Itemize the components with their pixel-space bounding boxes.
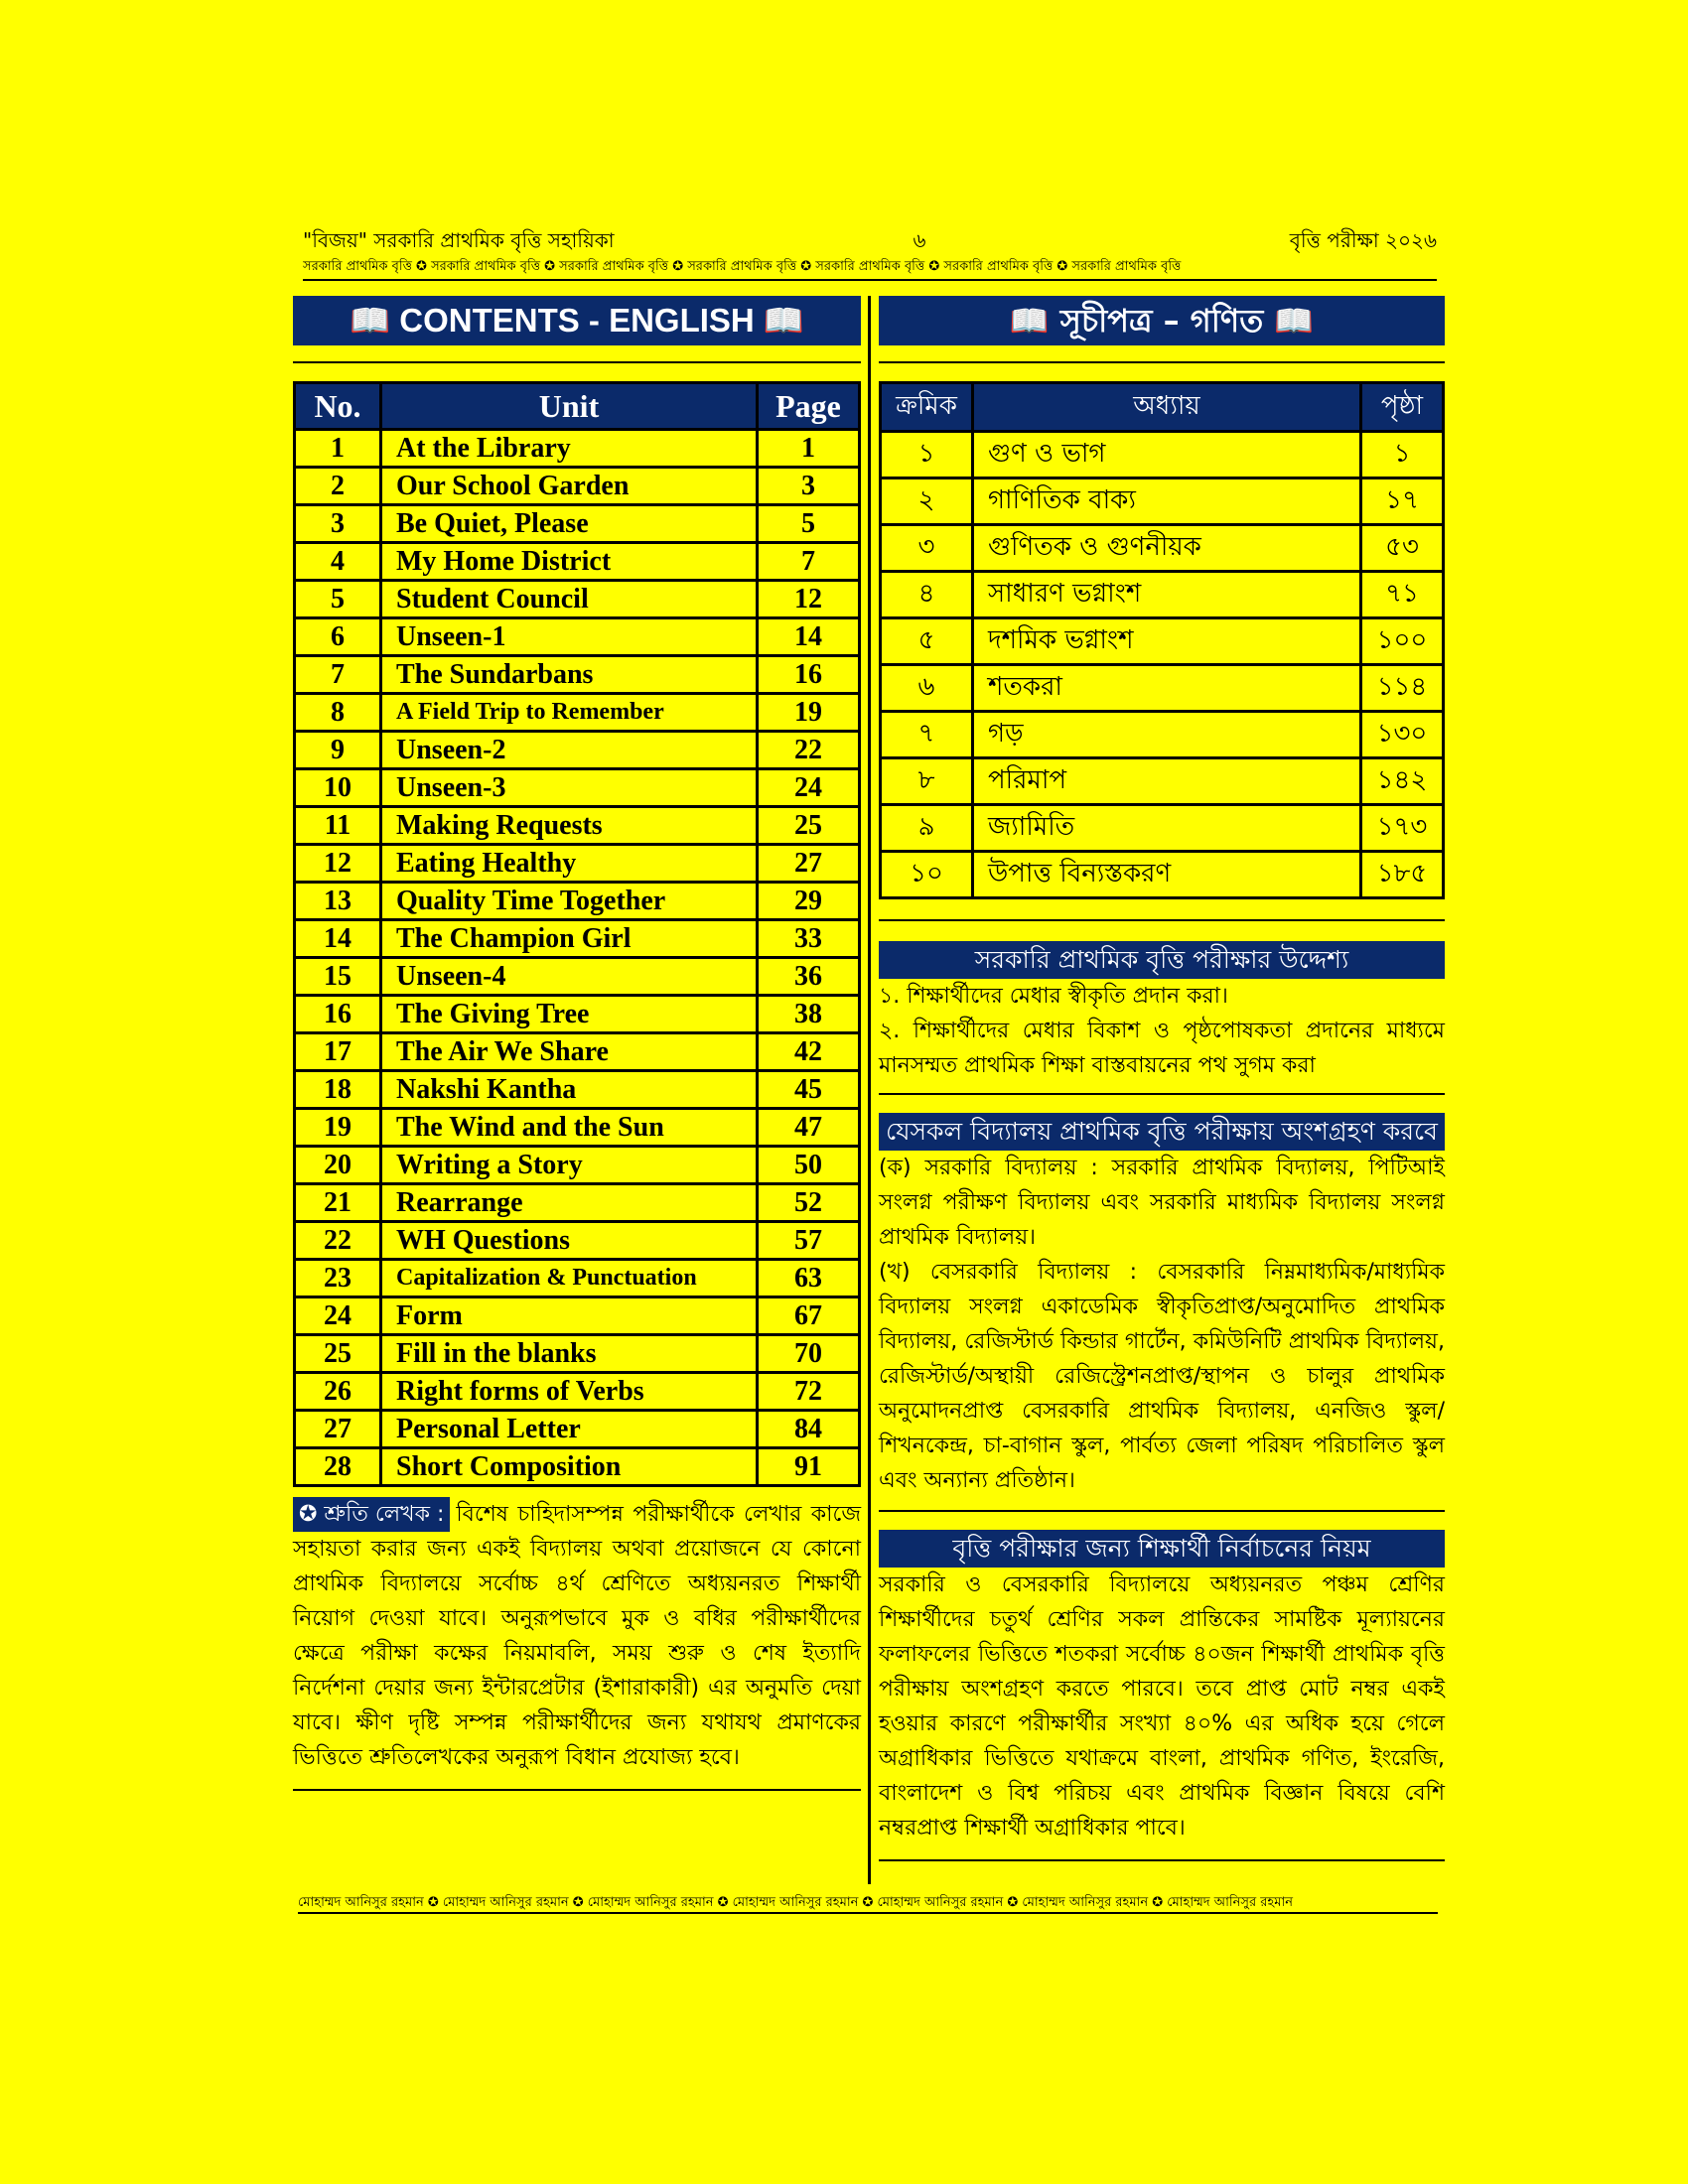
row-page: ৫৩ — [1361, 525, 1444, 572]
row-title: Student Council — [381, 581, 758, 618]
table-row — [295, 543, 860, 581]
schools-govt: (ক) সরকারি বিদ্যালয় : সরকারি প্রাথমিক বিদ্যালয়, পিটিআই সংলগ্ন পরীক্ষণ বিদ্যালয় এবং সরকারি মাধ্যমিক বিদ্যালয় সংলগ্ন প্রাথমিক বিদ্যালয়। — [879, 1156, 1445, 1250]
row-page: 45 — [758, 1071, 860, 1109]
row-page: ১০০ — [1361, 618, 1444, 665]
row-page: 42 — [758, 1033, 860, 1071]
table-row — [881, 572, 1444, 618]
row-title: উপাত্ত বিন্যস্তকরণ — [973, 852, 1361, 898]
row-number: 9 — [295, 732, 381, 769]
row-number: 26 — [295, 1373, 381, 1411]
row-page: 91 — [758, 1448, 860, 1486]
table-row — [295, 769, 860, 807]
row-number: 20 — [295, 1147, 381, 1184]
row-title: Personal Letter — [381, 1411, 758, 1448]
row-page: 5 — [758, 505, 860, 543]
table-row — [295, 430, 860, 468]
row-title: Unseen-2 — [381, 732, 758, 769]
row-title: The Champion Girl — [381, 920, 758, 958]
purpose-item-2: ২. শিক্ষার্থীদের মেধার বিকাশ ও পৃষ্ঠপোষকতা প্রদানের মাধ্যমে মানসম্মত প্রাথমিক শিক্ষা বাস্তবায়নের পথ সুগম করা — [879, 1019, 1445, 1078]
row-page: 36 — [758, 958, 860, 996]
left-column — [293, 296, 861, 1791]
row-number: ৯ — [881, 805, 973, 852]
row-number: 17 — [295, 1033, 381, 1071]
row-title: গুণ ও ভাগ — [973, 432, 1361, 478]
row-page: 38 — [758, 996, 860, 1033]
row-number: 2 — [295, 468, 381, 505]
row-number: 8 — [295, 694, 381, 732]
row-title: Our School Garden — [381, 468, 758, 505]
table-row — [881, 478, 1444, 525]
row-title: সাধারণ ভগ্নাংশ — [973, 572, 1361, 618]
row-number: 4 — [295, 543, 381, 581]
table-row — [295, 618, 860, 656]
table-row — [295, 845, 860, 883]
table-row — [881, 805, 1444, 852]
book-title: "বিজয়" সরকারি প্রাথমিক বৃত্তি সহায়িকা — [303, 228, 615, 252]
row-page: 12 — [758, 581, 860, 618]
row-page: ৭১ — [1361, 572, 1444, 618]
row-page: 84 — [758, 1411, 860, 1448]
table-row — [295, 468, 860, 505]
header-strip: সরকারি প্রাথমিক বৃত্তি ✪ সরকারি প্রাথমিক বৃত্তি ✪ সরকারি প্রাথমিক বৃত্তি ✪ সরকারি প্রাথমিক বৃত্তি ✪ সরকারি প্রাথমিক বৃত্তি ✪ সরকারি প্রাথমিক বৃত্তি ✪ সরকারি প্রাথমিক বৃত্তি — [303, 258, 1437, 281]
table-row — [881, 525, 1444, 572]
col-header-serial: ক্রমিক — [881, 383, 973, 432]
table-row — [295, 656, 860, 694]
row-page: 25 — [758, 807, 860, 845]
row-number: ৫ — [881, 618, 973, 665]
row-number: 7 — [295, 656, 381, 694]
row-page: 50 — [758, 1147, 860, 1184]
row-title: গুণিতক ও গুণনীয়ক — [973, 525, 1361, 572]
english-contents-banner: 📖 CONTENTS - ENGLISH 📖 — [293, 296, 861, 345]
row-number: 27 — [295, 1411, 381, 1448]
row-page: 24 — [758, 769, 860, 807]
row-number: 13 — [295, 883, 381, 920]
row-page: 47 — [758, 1109, 860, 1147]
row-number: 14 — [295, 920, 381, 958]
row-title: Making Requests — [381, 807, 758, 845]
col-header-page: পৃষ্ঠা — [1361, 383, 1444, 432]
row-number: 25 — [295, 1335, 381, 1373]
right-column — [879, 296, 1445, 1861]
row-title: The Sundarbans — [381, 656, 758, 694]
scribe-paragraph — [293, 1497, 861, 1775]
selection-banner: বৃত্তি পরীক্ষার জন্য শিক্ষার্থী নির্বাচনের নিয়ম — [879, 1530, 1445, 1568]
row-title: A Field Trip to Remember — [381, 694, 758, 732]
page-footer: মোহাম্মদ আনিসুর রহমান ✪ মোহাম্মদ আনিসুর রহমান ✪ মোহাম্মদ আনিসুর রহমান ✪ মোহাম্মদ আনিসুর রহমান ✪ মোহাম্মদ আনিসুর রহমান ✪ মোহাম্মদ আনিসুর রহমান ✪ মোহাম্মদ আনিসুর রহমান — [298, 1894, 1438, 1914]
row-page: 19 — [758, 694, 860, 732]
row-title: The Giving Tree — [381, 996, 758, 1033]
purpose-banner: সরকারি প্রাথমিক বৃত্তি পরীক্ষার উদ্দেশ্য — [879, 941, 1445, 979]
table-row — [295, 807, 860, 845]
table-row — [295, 1184, 860, 1222]
table-row — [881, 852, 1444, 898]
row-title: পরিমাপ — [973, 758, 1361, 805]
row-page: 3 — [758, 468, 860, 505]
row-number: 21 — [295, 1184, 381, 1222]
row-page: 22 — [758, 732, 860, 769]
row-number: ৭ — [881, 712, 973, 758]
table-row — [295, 1335, 860, 1373]
row-number: 18 — [295, 1071, 381, 1109]
row-title: My Home District — [381, 543, 758, 581]
table-header-row — [881, 383, 1444, 432]
col-header-page: Page — [758, 383, 860, 430]
table-row — [295, 1297, 860, 1335]
exam-title: বৃত্তি পরীক্ষা ২০২৬ — [1289, 228, 1437, 252]
row-number: 1 — [295, 430, 381, 468]
schools-private: (খ) বেসরকারি বিদ্যালয় : বেসরকারি নিম্নমাধ্যমিক/মাধ্যমিক বিদ্যালয় সংলগ্ন একাডেমিক স্বীকৃতিপ্রাপ্ত/অনুমোদিত প্রাথমিক বিদ্যালয়, রেজিস্টার্ড কিন্ডার গার্টেন, কমিউনিটি প্রাথমিক বিদ্যালয়, রেজিস্টার্ড/অস্থায়ী রেজিস্ট্রেশনপ্রাপ্ত/স্থাপন ও চালুর প্রাথমিক অনুমোদনপ্রাপ্ত বেসরকারি প্রাথমিক বিদ্যালয়, এনজিও স্কুল/শিখনকেন্দ্র, চা-বাগান স্কুল, পার্বত্য জেলা পরিষদ পরিচালিত স্কুল এবং অন্যান্য প্রতিষ্ঠান। — [879, 1260, 1445, 1493]
table-row — [881, 618, 1444, 665]
page-number: ৬ — [913, 228, 926, 252]
row-number: ৩ — [881, 525, 973, 572]
table-row — [881, 712, 1444, 758]
table-row — [295, 1147, 860, 1184]
row-number: ৪ — [881, 572, 973, 618]
row-page: 29 — [758, 883, 860, 920]
table-row — [295, 581, 860, 618]
row-number: 6 — [295, 618, 381, 656]
row-page: ১৭৩ — [1361, 805, 1444, 852]
row-title: The Wind and the Sun — [381, 1109, 758, 1147]
table-row — [295, 883, 860, 920]
row-page: ১৪২ — [1361, 758, 1444, 805]
divider-line — [879, 1093, 1445, 1095]
row-page: 16 — [758, 656, 860, 694]
selection-text: সরকারি ও বেসরকারি বিদ্যালয়ে অধ্যয়নরত পঞ্চম শ্রেণির শিক্ষার্থীদের চতুর্থ শ্রেণির সকল প্রান্তিকের সামষ্টিক মূল্যায়নের ফলাফলের ভিত্তিতে শতকরা সর্বোচ্চ ৪০জন শিক্ষার্থী প্রাথমিক বৃত্তি পরীক্ষায় অংশগ্রহণ করতে পারবে। তবে প্রাপ্ত মোট নম্বর একই হওয়ার কারণে পরীক্ষার্থীর সংখ্যা ৪০% এর অধিক হয়ে গেলে অগ্রাধিকার ভিত্তিতে যথাক্রমে বাংলা, প্রাথমিক গণিত, ইংরেজি, বাংলাদেশ ও বিশ্ব পরিচয় এবং প্রাথমিক বিজ্ঞান বিষয়ে বেশি নম্বরপ্রাপ্ত শিক্ষার্থী অগ্রাধিকার পাবে। — [879, 1572, 1445, 1841]
row-number: 3 — [295, 505, 381, 543]
page-header — [303, 228, 1437, 281]
table-row — [295, 996, 860, 1033]
row-number: ২ — [881, 478, 973, 525]
row-title: Unseen-3 — [381, 769, 758, 807]
row-title: গড় — [973, 712, 1361, 758]
row-title: Quality Time Together — [381, 883, 758, 920]
table-row — [295, 1373, 860, 1411]
table-row — [295, 1411, 860, 1448]
table-row — [295, 920, 860, 958]
row-title: Unseen-1 — [381, 618, 758, 656]
row-title: গাণিতিক বাক্য — [973, 478, 1361, 525]
divider-line — [879, 361, 1445, 363]
col-header-unit: Unit — [381, 383, 758, 430]
table-row — [881, 758, 1444, 805]
row-number: 10 — [295, 769, 381, 807]
row-title: জ্যামিতি — [973, 805, 1361, 852]
divider-line — [879, 919, 1445, 921]
divider-line — [879, 1859, 1445, 1861]
row-number: 23 — [295, 1260, 381, 1297]
row-page: 1 — [758, 430, 860, 468]
row-title: Short Composition — [381, 1448, 758, 1486]
row-page: 70 — [758, 1335, 860, 1373]
row-title: At the Library — [381, 430, 758, 468]
divider-line — [293, 1789, 861, 1791]
col-header-chapter: অধ্যায় — [973, 383, 1361, 432]
row-number: ৬ — [881, 665, 973, 712]
row-title: শতকরা — [973, 665, 1361, 712]
header-row — [303, 228, 1437, 252]
table-row — [881, 432, 1444, 478]
table-row — [295, 1109, 860, 1147]
column-divider — [868, 296, 871, 1884]
row-title: Fill in the blanks — [381, 1335, 758, 1373]
row-page: 57 — [758, 1222, 860, 1260]
row-number: 16 — [295, 996, 381, 1033]
row-number: 12 — [295, 845, 381, 883]
row-page: 72 — [758, 1373, 860, 1411]
col-header-no: No. — [295, 383, 381, 430]
table-row — [295, 1033, 860, 1071]
row-page: ১৩০ — [1361, 712, 1444, 758]
row-page: 7 — [758, 543, 860, 581]
table-row — [295, 958, 860, 996]
table-row — [295, 1071, 860, 1109]
table-row — [295, 694, 860, 732]
row-title: Writing a Story — [381, 1147, 758, 1184]
row-number: 28 — [295, 1448, 381, 1486]
table-row — [295, 505, 860, 543]
row-title: Be Quiet, Please — [381, 505, 758, 543]
table-row — [295, 732, 860, 769]
math-contents-banner: 📖 সূচীপত্র – গণিত 📖 — [879, 296, 1445, 345]
divider-line — [879, 1510, 1445, 1512]
row-title: Capitalization & Punctuation — [381, 1260, 758, 1297]
table-header-row — [295, 383, 860, 430]
table-row — [295, 1448, 860, 1486]
scribe-label: ✪ শ্রুতি লেখক : — [293, 1497, 450, 1532]
table-row — [295, 1222, 860, 1260]
table-row — [295, 1260, 860, 1297]
row-title: Nakshi Kantha — [381, 1071, 758, 1109]
row-title: Eating Healthy — [381, 845, 758, 883]
row-page: 52 — [758, 1184, 860, 1222]
row-number: 22 — [295, 1222, 381, 1260]
english-contents-table — [293, 381, 861, 1487]
row-title: দশমিক ভগ্নাংশ — [973, 618, 1361, 665]
row-number: ১ — [881, 432, 973, 478]
row-number: 19 — [295, 1109, 381, 1147]
row-page: 67 — [758, 1297, 860, 1335]
row-title: Rearrange — [381, 1184, 758, 1222]
row-page: 63 — [758, 1260, 860, 1297]
divider-line — [293, 361, 861, 363]
row-page: ১৭ — [1361, 478, 1444, 525]
scribe-text: বিশেষ চাহিদাসম্পন্ন পরীক্ষার্থীকে লেখার কাজে সহায়তা করার জন্য একই বিদ্যালয় অথবা প্রয়োজনে যে কোনো প্রাথমিক বিদ্যালয়ে সর্বোচ্চ ৪র্থ শ্রেণিতে অধ্যয়নরত শিক্ষার্থী নিয়োগ দেওয়া যাবে। অনুরূপভাবে মুক ও বধির পরীক্ষার্থীদের ক্ষেত্রে পরীক্ষা কক্ষের নিয়মাবলি, সময় শুরু ও শেষ ইত্যাদি নির্দেশনা দেয়ার জন্য ইন্টারপ্রেটার (ইশারাকারী) এর অনুমতি দেয়া যাবে। ক্ষীণ দৃষ্টি সম্পন্ন পরীক্ষার্থীদের জন্য যথাযথ প্রমাণকের ভিত্তিতে শ্রুতিলেখকের অনুরূপ বিধান প্রযোজ্য হবে। — [293, 1502, 861, 1770]
row-title: WH Questions — [381, 1222, 758, 1260]
schools-banner: যেসকল বিদ্যালয় প্রাথমিক বৃত্তি পরীক্ষায় অংশগ্রহণ করবে — [879, 1113, 1445, 1151]
row-page: 14 — [758, 618, 860, 656]
row-title: Right forms of Verbs — [381, 1373, 758, 1411]
row-number: 15 — [295, 958, 381, 996]
row-page: ১৮৫ — [1361, 852, 1444, 898]
row-title: The Air We Share — [381, 1033, 758, 1071]
row-page: 27 — [758, 845, 860, 883]
row-page: ১১৪ — [1361, 665, 1444, 712]
table-row — [881, 665, 1444, 712]
row-page: ১ — [1361, 432, 1444, 478]
row-title: Unseen-4 — [381, 958, 758, 996]
math-contents-table — [879, 381, 1445, 899]
row-number: ৮ — [881, 758, 973, 805]
row-title: Form — [381, 1297, 758, 1335]
row-number: 11 — [295, 807, 381, 845]
row-number: 5 — [295, 581, 381, 618]
purpose-item-1: ১. শিক্ষার্থীদের মেধার স্বীকৃতি প্রদান করা। — [879, 984, 1228, 1009]
row-page: 33 — [758, 920, 860, 958]
row-number: ১০ — [881, 852, 973, 898]
row-number: 24 — [295, 1297, 381, 1335]
